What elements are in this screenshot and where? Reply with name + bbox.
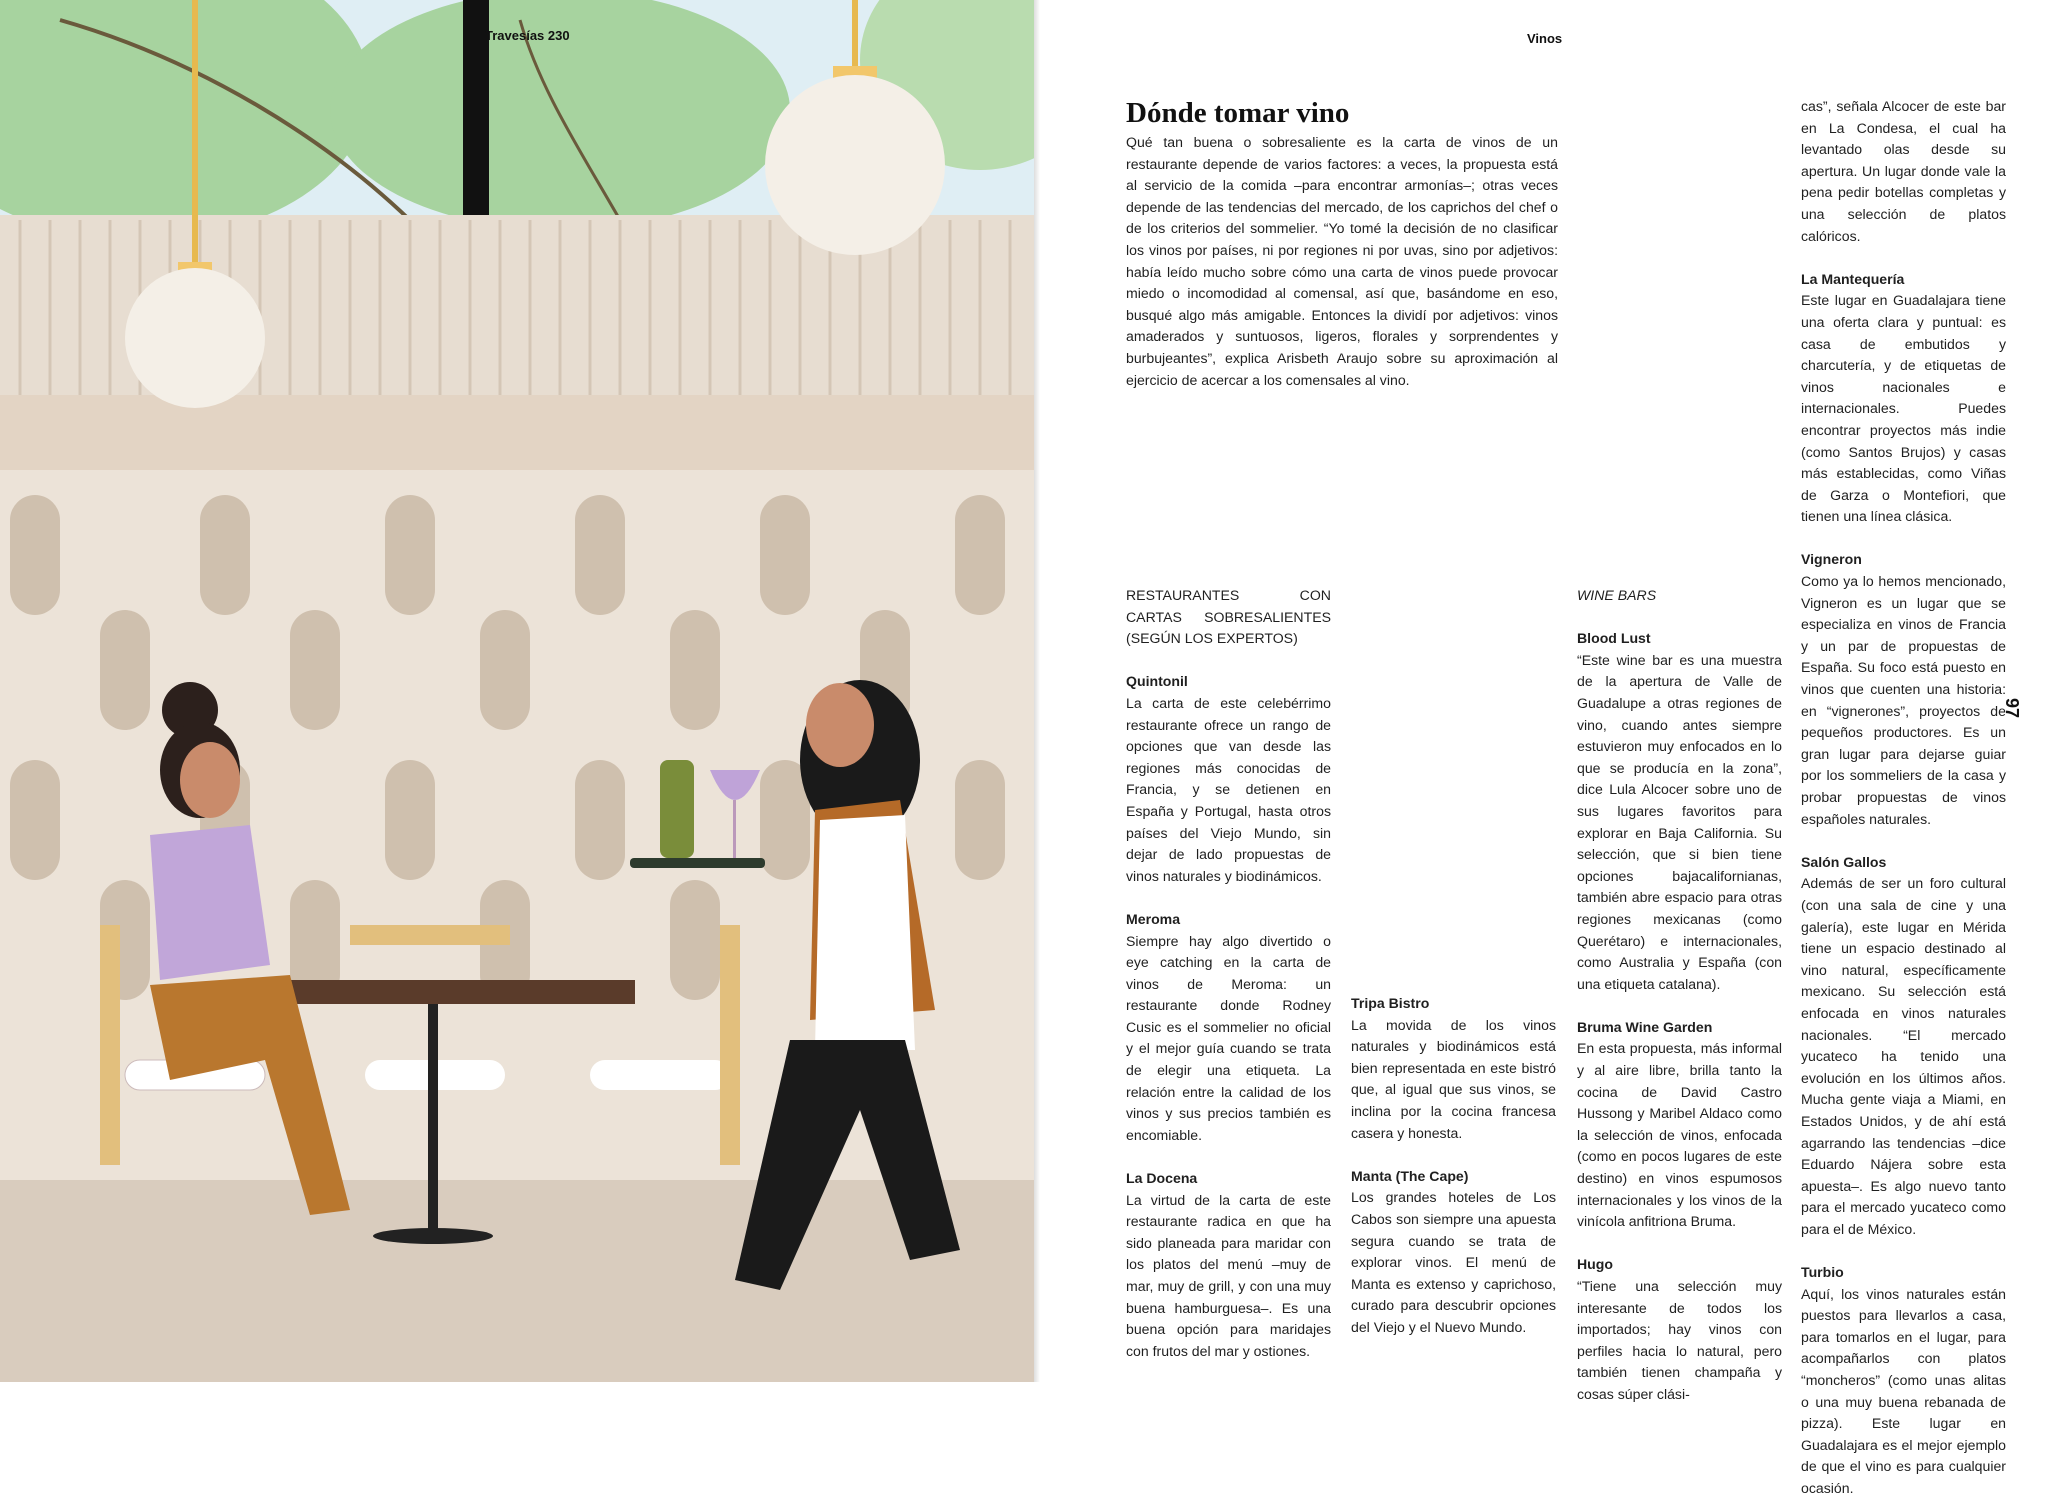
article-title: Dónde tomar vino [1126, 97, 1350, 129]
entry-name: Salón Gallos [1801, 853, 1887, 870]
entry-text: La movida de los vinos naturales y biodinámicos está bien representada en este bistró que, al igual que sus vinos, se inclina por la cocina francesa casera y honesta. [1351, 1016, 1556, 1141]
restaurants-heading: RESTAURANTES CON CARTAS SOBRESALIENTES (SEGÚN LOS EXPERTOS) [1126, 587, 1331, 647]
page-number: 97 [2002, 698, 2022, 719]
wine-bars-heading: WINE BARS [1577, 587, 1657, 603]
entry-name: Turbio [1801, 1264, 1844, 1281]
entry-name: La Docena [1126, 1170, 1198, 1187]
section-label: Vinos [1527, 31, 1563, 46]
entry-text: Este lugar en Guadalajara tiene una oferta clara y puntual: es casa de embutidos y charcutería, y de etiquetas de vinos nacionales e internacionales. Puedes encontrar proyectos más indie (como Santos Brujos) y casas más establecidas, como Viñas de Garza o Montefiori, que tienen una línea clásica. [1801, 292, 2006, 525]
entry-name: Blood Lust [1577, 630, 1651, 647]
restaurants-column-2 [1351, 993, 1556, 1339]
entry-name: Vigneron [1801, 551, 1862, 568]
tray [630, 858, 765, 868]
pendant-lamp-left [125, 268, 265, 408]
entry-name: Tripa Bistro [1351, 995, 1430, 1011]
entry-name: Manta (The Cape) [1351, 1167, 1469, 1184]
entry-name: La Mantequería [1801, 270, 1905, 287]
entry-text: Además de ser un foro cultural (con una sala de cine y una galería), este lugar en Mérida tiene un espacio destinado al vino natural, específicamente mexicano. Su selección está enfocada en vinos naturales nacionales. “El mercado yucateco ha tenido una evolución en los últimos años. Mucha gente viaja a Miami, en Estados Unidos, y de ahí está agarrando las tendencias –dice Eduardo Nájera sobre esta apuesta–. Es algo nuevo tanto para el mercado yucateco como para el de México. [1801, 875, 2006, 1237]
entry-text: La virtud de la carta de este restaurante radica en que ha sido planeada para maridar con los platos del menú –muy de mar, muy de grill, y con una muy buena hamburguesa–. Es una buena opción para maridajes con frutos del mar y ostiones. [1126, 1191, 1331, 1359]
entry-text: Siempre hay algo divertido o eye catching en la carta de vinos de Meroma: un restaurante donde Rodney Cusic es el sommelier no oficial y el mejor guía cuando se trata de elegir una etiqueta. La relación entre la calidad de los vinos y sus precios también es encomiable. [1126, 932, 1331, 1143]
wine-bars-column [1577, 585, 1782, 1406]
restaurants-column [1126, 585, 1331, 1362]
entry-text: Como ya lo hemos mencionado, Vigneron es un lugar que se especializa en vinos de Francia y un par de propuestas de España. Su foco está puesto en vinos que cuenten una historia: en “vignerones”, proyectos de pequeños productores. Es un gran lugar para dejarse guiar por los sommeliers de la casa y probar propuestas de vinos españoles naturales. [1801, 573, 2006, 827]
page-gutter [1034, 0, 1040, 1382]
entry-name: Hugo [1577, 1256, 1614, 1273]
wine-bars-column-2 [1801, 96, 2006, 1500]
intro-paragraph: Qué tan buena o sobresaliente es la carta de vinos de un restaurante depende de varios factores: a veces, la propuesta está al servicio de la comida –para encontrar armonías–; otras veces depende de las tendencias del mercado, de los caprichos del chef o de los criterios del sommelier. “Yo tomé la decisión de no clasificar los vinos por países, ni por regiones ni por uvas, sino por adjetivos: había leído mucho sobre cómo una carta de vinos puede provocar miedo o incomodidad al comensal, así que, basándome en eso, busqué algo más amigable. Entonces la dividí por adjetivos: vinos amaderados y suntuosos, ligeros, florales y sorprendentes y burbujeantes”, explica Arisbeth Araujo sobre su aproximación al ejercicio de acercar a los comensales al vino. [1126, 134, 1558, 388]
entry-text: En esta propuesta, más informal y al aire libre, brilla tanto la cocina de David Castro Hussong y Maribel Aldaco como la selección de vinos, enfocada (como en pocos lugares de este destino) en vinos espumosos internacionales y los vinos de la vinícola anfitriona Bruma. [1577, 1040, 1782, 1230]
entry-name: Quintonil [1126, 673, 1188, 690]
entry-text: La carta de este celebérrimo restaurante ofrece un rango de opciones que van desde las regiones más conocidas de Francia, y se detienen en España y Portugal, hasta otros países del Viejo Mundo, sin dejar de lado propuestas de vinos naturales y biodinámicos. [1126, 694, 1331, 884]
entry-name: Meroma [1126, 910, 1181, 927]
left-folio: Travesías 230 [485, 28, 570, 43]
pendant-lamp-right [765, 75, 945, 255]
entry-text: cas”, señala Alcocer de este bar en La Condesa, el cual ha levantado olas desde su apertura. Un lugar donde vale la pena pedir botellas completas y una selección de platos calóricos. [1801, 98, 2006, 244]
entry-name: Bruma Wine Garden [1577, 1018, 1713, 1035]
floor [0, 1180, 1034, 1382]
entry-text: Aquí, los vinos naturales están puestos para llevarlos a casa, para tomarlos en el lugar, para acompañarlos con platos “moncheros” (como unas alitas o una muy buena rebanada de pizza). Este lugar en Guadalajara es el mejor ejemplo de que el vino es para cualquier ocasión. [1801, 1285, 2006, 1496]
entry-text: “Tiene una selección muy interesante de todos los importados; hay vinos con perfiles hacia lo natural, pero también tienen champaña y cosas súper clási- [1577, 1278, 1782, 1402]
entry-text: “Este wine bar es una muestra de la apertura de Valle de Guadalupe a otras regiones de vino, cuando antes siempre estuvieron muy enfocados en lo que se producía en la zona”, dice Lula Alcocer sobre uno de sus lugares favoritos para explorar en Baja California. Su selección, que si bien tiene opciones bajacalifornianas, también abre espacio para otras regiones mexicanas (como Querétaro) e internacionales, como Australia y España (con una etiqueta catalana). [1577, 651, 1782, 992]
cafe-illustration [0, 0, 1034, 1382]
intro-block [1126, 96, 1558, 391]
wine-bottle [660, 760, 694, 858]
cafe-scene [0, 0, 1034, 1382]
entry-text: Los grandes hoteles de Los Cabos son siempre una apuesta segura cuando se trata de explorar vinos. El menú de Manta es extenso y caprichoso, curado para descubrir opciones del Viejo y el Nuevo Mundo. [1351, 1189, 1556, 1335]
